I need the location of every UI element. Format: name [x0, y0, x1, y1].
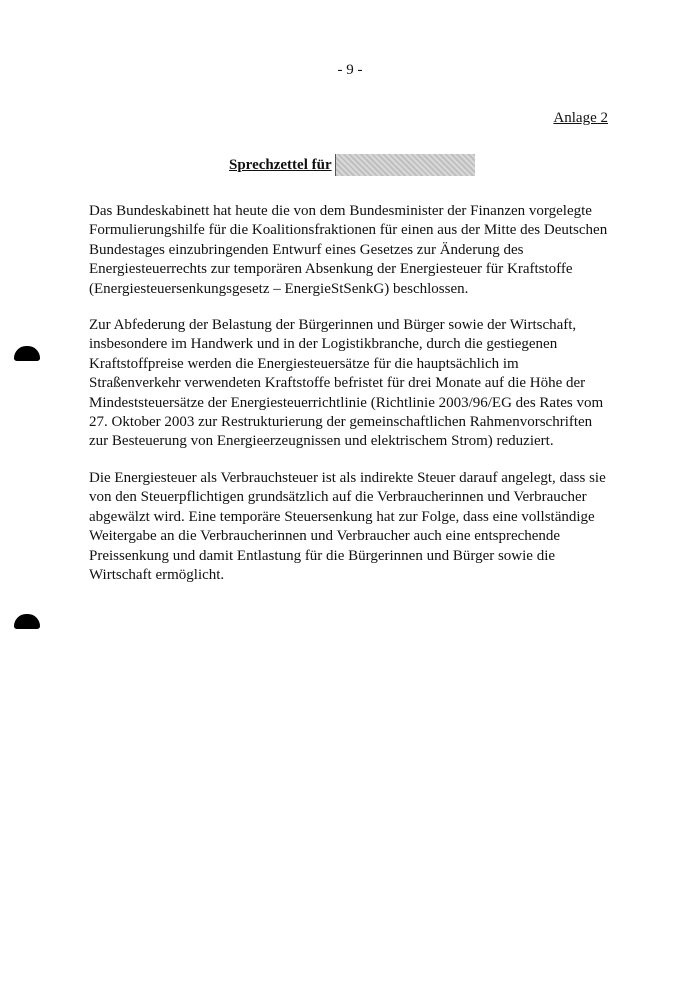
attachment-label: Anlage 2	[553, 110, 608, 126]
redaction-block	[335, 154, 475, 176]
paragraph-3: Die Energiesteuer als Verbrauchsteuer ist als indirekte Steuer darauf angelegt, dass sie von den Steuerpflichtigen grundsätzlich auf die Verbraucherinnen und Verbraucher abgewälzt wird. Eine temporäre Steuersenkung hat zur Folge, dass eine vollständige Weitergabe an die Verbraucherinnen und Verbraucher auch eine entsprechende Preissenkung und damit Entlastung für die Bürgerinnen und Bürger sowie die Wirtschaft ermöglicht.	[89, 469, 606, 583]
page-number: - 9 -	[337, 62, 363, 78]
heading: Sprechzettel für	[229, 156, 332, 173]
paragraph-2: Zur Abfederung der Belastung der Bürgerinnen und Bürger sowie der Wirtschaft, insbesondere im Handwerk und in der Logistikbranche, durch die gestiegenen Kraftstoffpreise werden die Energiesteuersätze für die hauptsächlich im Straßenverkehr verwendeten Kraftstoffe befristet für drei Monate auf die Höhe der Mindeststeuersätze der Energiesteuerrichtlinie (Richtlinie 2003/96/EG des Rates vom 27. Oktober 2003 zur Restrukturierung der gemeinschaftlichen Rahmenvorschriften zur Besteuerung von Energieerzeugnissen und elektrischem Strom) reduziert.	[89, 317, 604, 450]
punch-hole-mark-bottom	[14, 614, 40, 629]
punch-hole-mark-top	[14, 346, 40, 361]
paragraph-1: Das Bundeskabinett hat heute die von dem Bundesminister der Finanzen vorgelegte Formulierungshilfe für die Koalitionsfraktionen für einen aus der Mitte des Deutschen Bundestages einzubringenden Entwurf eines Gesetzes zur Änderung des Energiesteuerrechts zur temporären Absenkung der Energiesteuer für Kraftstoffe (Energiesteuersenkungsgesetz – EnergieStSenkG) beschlossen.	[89, 203, 608, 297]
heading-row	[229, 153, 475, 177]
body-text	[89, 202, 614, 602]
